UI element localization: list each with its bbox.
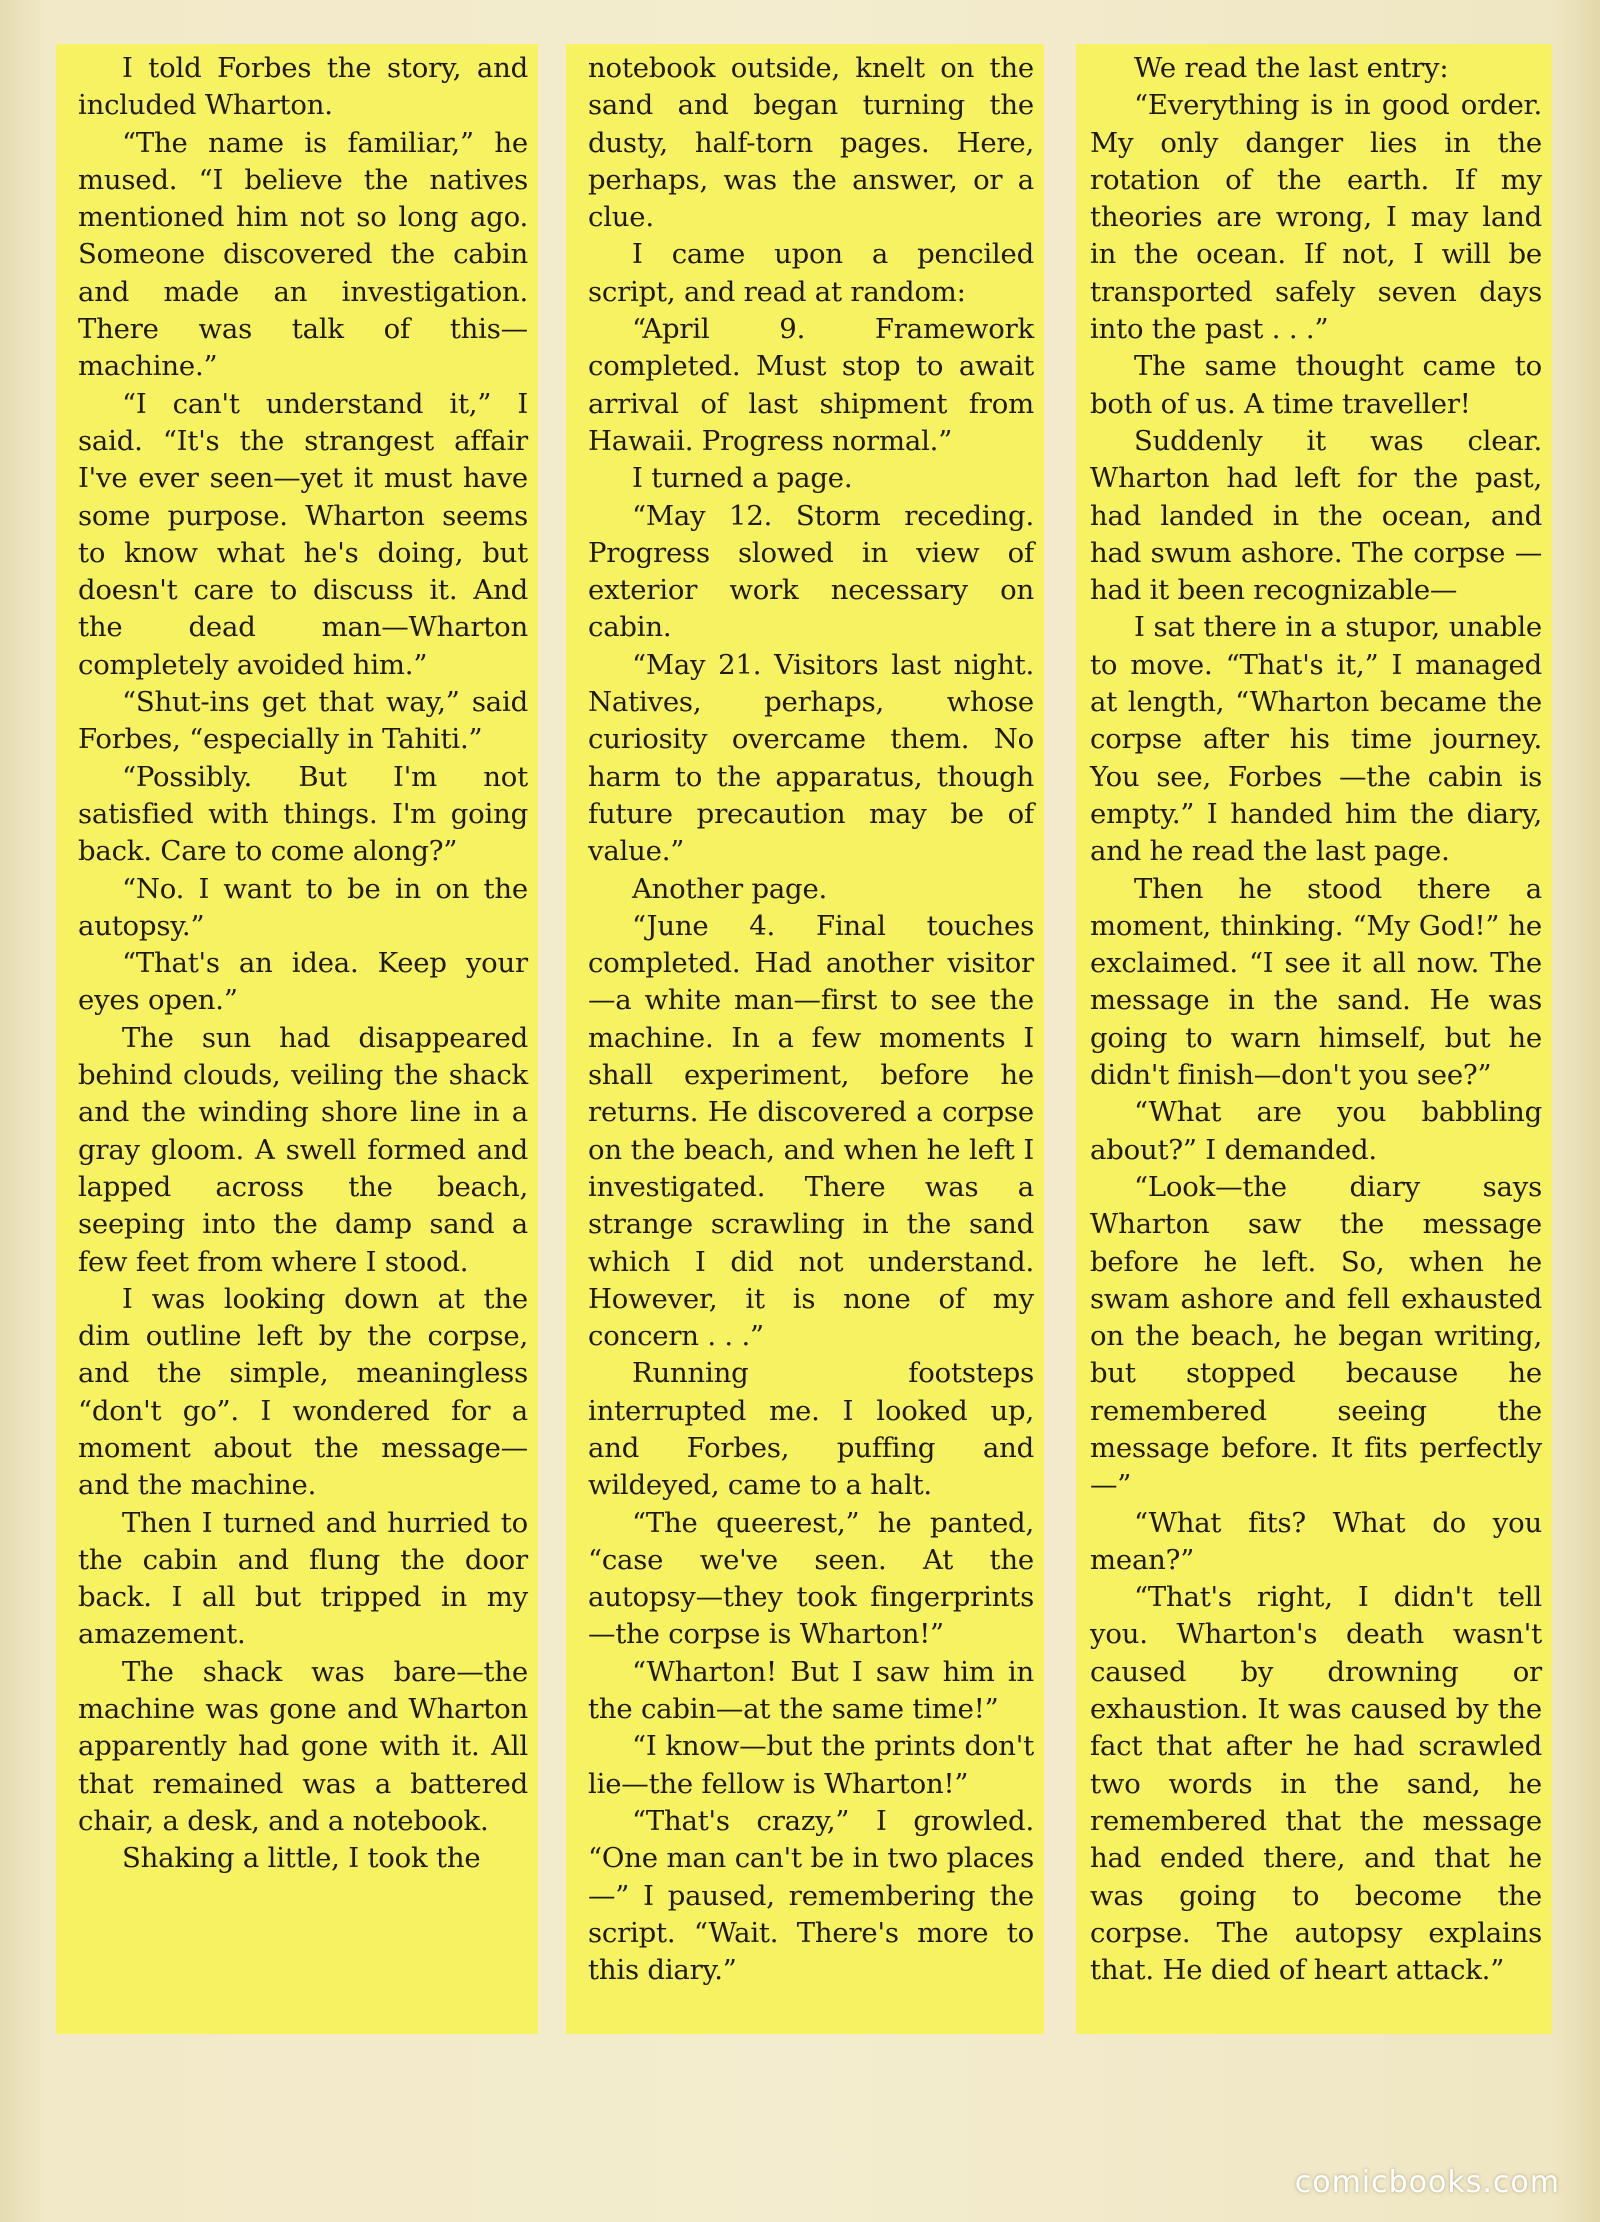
paragraph: Then I turned and hurried to the cabin and flung the door back. I all but tripped in my amazement. (78, 1506, 528, 1651)
paragraph: Shaking a little, I took the (122, 1842, 481, 1875)
text-column-1 (56, 44, 538, 2034)
paragraph: We read the last entry: (1134, 52, 1449, 84)
paragraph: “Everything is in good order. My only danger lies in the rotation of the earth. If my theories are wrong, I may land in the ocean. If not, I will be transported safely seven days into the past . . .” (1090, 89, 1542, 346)
paragraph: “That's right, I didn't tell you. Wharton's death wasn't caused by drowning or exhaustion. It was caused by the fact that after he had scrawled two words in the sand, he remembered that the message had ended there, and that he was going to become the corpse. The autopsy explains that. He died of heart attack.” (1090, 1581, 1542, 1987)
paragraph: Suddenly it was clear. Wharton had left for the past, had landed in the ocean, and had swum ashore. The corpse —had it been recognizable— (1090, 424, 1542, 607)
paragraph: “Look—the diary says Wharton saw the message before he left. So, when he swam ashore and fell exhausted on the beach, he began writing, but stopped because he remembered seeing the message before. It fits perfectly—” (1090, 1170, 1542, 1502)
text-column-3 (1076, 44, 1552, 2034)
paragraph: “April 9. Framework completed. Must stop to await arrival of last shipment from Hawaii. Progress normal.” (588, 313, 1034, 457)
paragraph: “May 21. Visitors last night. Natives, perhaps, whose curiosity overcame them. No harm to the apparatus, though future precaution may be of value.” (588, 648, 1034, 868)
paragraph: The sun had disappeared behind clouds, veiling the shack and the winding shore line in a gray gloom. A swell formed and lapped across the beach, seeping into the damp sand a few feet from where I stood. (78, 1021, 528, 1278)
paragraph: “The queerest,” he panted, “case we've seen. At the autopsy—they took fingerprints —the corpse is Wharton!” (588, 1506, 1034, 1651)
text-column-2 (566, 44, 1044, 2034)
paragraph: I told Forbes the story, and included Wharton. (78, 52, 528, 122)
paragraph: “No. I want to be in on the autopsy.” (78, 872, 528, 942)
paragraph: Running footsteps interrupted me. I looked up, and Forbes, puffing and wildeyed, came to a halt. (588, 1357, 1034, 1502)
paragraph: notebook outside, knelt on the sand and began turning the dusty, half-torn pages. Here, perhaps, was the answer, or a clue. (588, 52, 1034, 234)
paragraph: Another page. (632, 872, 828, 905)
paragraph: “I can't understand it,” I said. “It's the strangest affair I've ever seen—yet it must have some purpose. Wharton seems to know what he's doing, but doesn't care to discuss it. And the dead man—Wharton completely avoided him.” (78, 387, 528, 681)
paragraph: “The name is familiar,” he mused. “I believe the natives mentioned him not so long ago. Someone discovered the cabin and made an investigation. There was talk of this—machine.” (78, 126, 528, 383)
paragraph: I was looking down at the dim outline left by the corpse, and the simple, meaningless “don't go”. I wondered for a moment about the message—and the machine. (78, 1282, 528, 1502)
paragraph: The shack was bare—the machine was gone and Wharton apparently had gone with it. All that remained was a battered chair, a desk, and a notebook. (78, 1655, 528, 1837)
paragraph: “June 4. Final touches completed. Had another visitor—a white man—first to see the machine. In a few moments I shall experiment, before he returns. He discovered a corpse on the beach, and when he left I investigated. There was a strange scrawling in the sand which I did not understand. However, it is none of my concern . . .” (588, 909, 1034, 1353)
paragraph: Then he stood there a moment, thinking. “My God!” he exclaimed. “I see it all now. The message in the sand. He was going to warn himself, but he didn't finish—don't you see?” (1090, 872, 1542, 1092)
paragraph: “That's crazy,” I growled. “One man can't be in two places—” I paused, remembering the script. “Wait. There's more to this diary.” (588, 1804, 1034, 1987)
paragraph: I came upon a penciled script, and read at random: (588, 238, 1034, 308)
paragraph: The same thought came to both of us. A time traveller! (1090, 350, 1542, 420)
watermark: comicbooks.com (1294, 2165, 1560, 2200)
paragraph: I turned a page. (632, 462, 853, 495)
paragraph: “Shut-ins get that way,” said Forbes, “especially in Tahiti.” (78, 686, 528, 756)
paragraph: I sat there in a stupor, unable to move. “That's it,” I managed at length, “Wharton became the corpse after his time journey. You see, Forbes —the cabin is empty.” I handed him the diary, and he read the last page. (1090, 611, 1542, 868)
paragraph: “I know—but the prints don't lie—the fellow is Wharton!” (588, 1730, 1034, 1800)
paragraph: “What fits? What do you mean?” (1090, 1506, 1542, 1576)
paragraph: “Wharton! But I saw him in the cabin—at the same time!” (588, 1655, 1034, 1726)
paragraph: “Possibly. But I'm not satisfied with things. I'm going back. Care to come along?” (78, 760, 528, 868)
paragraph: “May 12. Storm receding. Progress slowed in view of exterior work necessary on cabin. (588, 499, 1034, 644)
paragraph: “That's an idea. Keep your eyes open.” (78, 947, 528, 1017)
paragraph: “What are you babbling about?” I demanded. (1090, 1096, 1542, 1166)
